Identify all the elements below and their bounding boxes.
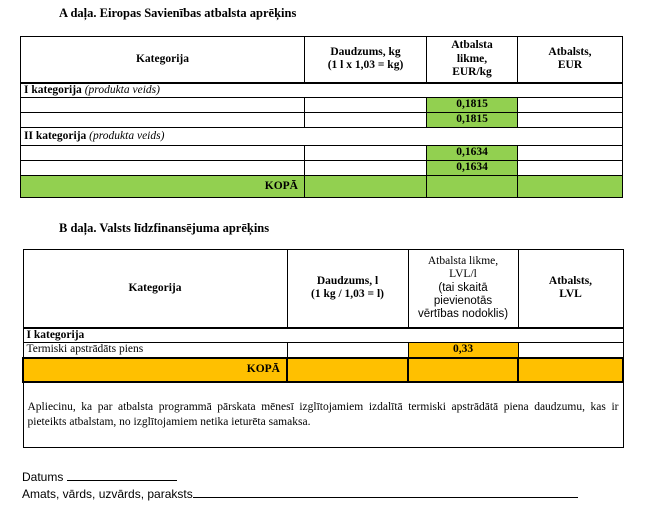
date-field[interactable]: [67, 469, 177, 481]
header-quantity: Daudzums, l (1 kg / 1,03 = l): [287, 250, 408, 328]
total-row: [21, 176, 623, 198]
section-b-table: [22, 249, 624, 448]
section-a-title: A daļa. Eiropas Savienības atbalsta aprēķins: [59, 6, 297, 20]
header-category: Kategorija: [23, 250, 287, 328]
section-b-title: B daļa. Valsts līdzfinansējuma aprēķins: [59, 221, 270, 235]
table-row: [21, 113, 623, 128]
table-row: [21, 161, 623, 176]
rate-cell: 0,1815: [427, 113, 518, 128]
rate-cell: 0,33: [408, 343, 518, 358]
rate-cell: 0,1634: [427, 146, 518, 161]
date-line: Datums: [22, 469, 177, 484]
total-label: KOPĀ: [23, 358, 287, 382]
signature-field[interactable]: [193, 486, 578, 498]
table-row: [21, 146, 623, 161]
total-label: KOPĀ: [21, 176, 305, 198]
category-2-row: II kategorija (produkta veids): [21, 128, 623, 146]
header-category: Kategorija: [21, 37, 305, 83]
header-quantity: Daudzums, kg (1 l x 1,03 = kg): [305, 37, 427, 83]
category-1-row: I kategorija: [23, 328, 623, 343]
certification-text: Apliecinu, ka par atbalsta programmā pārskata mēnesī izglītojamiem izdalītā termiski apstrādātā piena daudzumu, kas ir pieteikts atbalstam, no izglītojamiem netika ieturēta samaksa.: [23, 382, 623, 448]
header-rate: Atbalsta likme, LVL/l (tai skaitā pievienotās vērtības nodoklis): [408, 250, 518, 328]
product-name: Termiski apstrādāts piens: [23, 343, 287, 358]
rate-cell: 0,1634: [427, 161, 518, 176]
section-a-table: [20, 36, 623, 198]
header-support: Atbalsts, LVL: [518, 250, 623, 328]
rate-cell: 0,1815: [427, 98, 518, 113]
header-rate: Atbalsta likme, EUR/kg: [427, 37, 518, 83]
category-1-row: I kategorija (produkta veids): [21, 83, 623, 98]
header-support: Atbalsts, EUR: [518, 37, 623, 83]
signature-line: Amats, vārds, uzvārds, paraksts: [22, 486, 578, 501]
table-row: [23, 343, 623, 358]
total-row: [23, 358, 623, 382]
table-row: [21, 98, 623, 113]
